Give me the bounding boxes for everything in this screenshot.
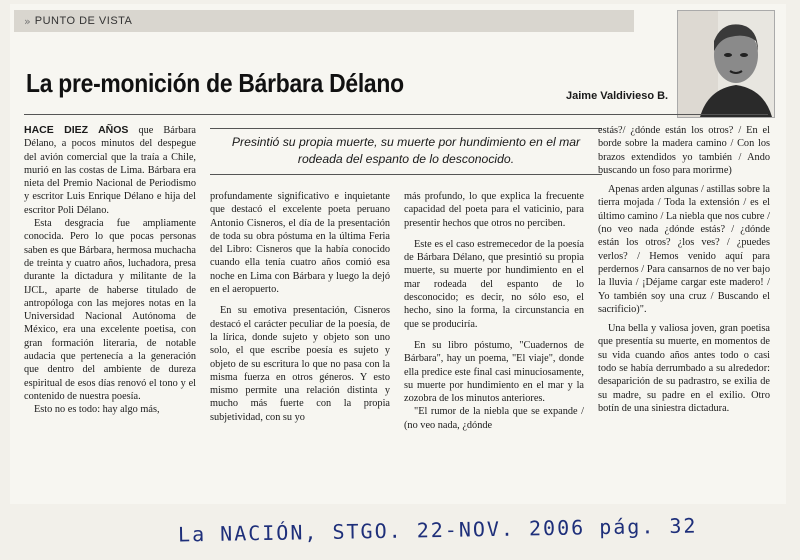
col3-paragraph-1: más profundo, lo que explica la frecuente capacidad del poeta para el vaticinio, para presentir hechos que otros no perciben.: [404, 191, 584, 229]
col1-paragraph-2: Esta desgracia fue ampliamente conocida. Pero lo que pocas personas saben es que Bárbara, hermosa muchacha de treinta y cuatro años, luchadora, presa durante la dictadura y militante de la IJCL, aparte de haberse titulado de antropóloga con las mejores notas en la Universidad Nacional Autónoma de México, era una excelente poetisa, con gran formación literaria, de notable audacia que pertenecía a la generación que dentro del ambiente de dureza espiritual de esos días renovó el tono y el contenido de nuestra poesía.: [24, 218, 196, 402]
column-2: [210, 190, 390, 424]
column-4: [598, 124, 770, 415]
col2-paragraph-2: En su emotiva presentación, Cisneros destacó el carácter peculiar de la poesía, de la lírica, donde sujeto y objeto son uno solo, el que escribe poesía es sujeto y objeto de su escritura lo que no pasa con la misma fuerza en otros géneros. Y esto mismo permite una relación distinta y mucho más fuerte con la propia subjetividad, con su yo: [210, 305, 390, 423]
col1-paragraph-1: que Bárbara Délano, a pocos minutos del despegue del avión comercial que la traía a Chile, murió en las costas de Lima. Bárbara era nieta del Premio Nacional de Periodismo y escritor Luis Enrique Délano e hija del escritor Poli Délano.: [24, 125, 196, 216]
col4-paragraph-3: Una bella y valiosa joven, gran poetisa que presentía su muerte, en momentos de su vida cuando años antes todo o casi todo se había derrumbado a su alrededor: desaparición de su padrastro, se exilia de su madre, su padre en el exilio. Otro botín de una siniestra dictadura.: [598, 323, 770, 414]
author-byline: Jaime Valdivieso B.: [566, 90, 669, 102]
col3-paragraph-4: "El rumor de la niebla que se expande / (no veo nada, ¿dónde: [404, 406, 584, 431]
col2-paragraph-1: profundamente significativo e inquietante que destacó el excelente poeta peruano Antonio Cisneros, el día de la presentación de toda su obra póstuma en la última Feria del Libro: Cisneros que la había conocido cuando ella tenía cuatro años comió esa noche en Lima con Bárbara y luego la dejó en el aeropuerto.: [210, 191, 390, 296]
article-title: La pre-monición de Bárbara Délano: [26, 68, 404, 98]
col1-paragraph-3: Esto no es todo: hay algo más,: [34, 404, 160, 416]
col4-paragraph-2: Apenas arden algunas / astillas sobre la tierra mojada / Toda la extensión / es el último camino / La niebla que nos cubre / (no veo nada ¿dónde estás? / ¿dónde están los otros? ¿los ves? / ¿puedes verlos? / Hemos venido aquí para perdernos / Para cansarnos de no ver bajo la lluvia / ¡Déjame cargar este madero! / Yo también soy una cruz / Buscando el sacrificio)".: [598, 184, 770, 315]
section-label: PUNTO DE VISTA: [34, 15, 133, 27]
col3-paragraph-2: Este es el caso estremecedor de la poesía de Bárbara Délano, que presintió su propia muerte, su muerte por hundimiento en el mar rodeada del espanto de lo desconocido; es decir, no sólo eso, el hecho, sino la forma, la circunstancia en que se produciría.: [404, 238, 584, 330]
pullquote-rule-bottom: [210, 174, 602, 175]
section-arrow-icon: »: [24, 14, 31, 28]
author-photo: [677, 10, 775, 118]
handwritten-source-note: La NACIÓN, STGO. 22-NOV. 2006 pág. 32: [177, 513, 698, 547]
column-3: [404, 190, 584, 432]
pullquote-rule-top: [210, 128, 602, 129]
pull-quote: Presintió su propia muerte, su muerte por hundimiento en el mar rodeada del espanto de lo desconocido.: [231, 135, 581, 166]
title-rule: [24, 114, 768, 115]
column-1: [24, 124, 196, 417]
lead-words: HACE DIEZ AÑOS: [24, 124, 129, 136]
col3-paragraph-3: En su libro póstumo, "Cuadernos de Bárbara", hay un poema, "El viaje", donde ella predice este final casi minuciosamente, su muerte por hundimiento en el mar y la zozobra de los minutos anteriores.: [404, 339, 584, 405]
portrait-image: [678, 11, 774, 117]
section-header: [14, 10, 634, 32]
col4-paragraph-1: estás?/ ¿dónde están los otros? / En el borde sobre la madera camino / Con los brazos extendidos yo también / Ando buscando un foso para morirme): [598, 125, 770, 176]
